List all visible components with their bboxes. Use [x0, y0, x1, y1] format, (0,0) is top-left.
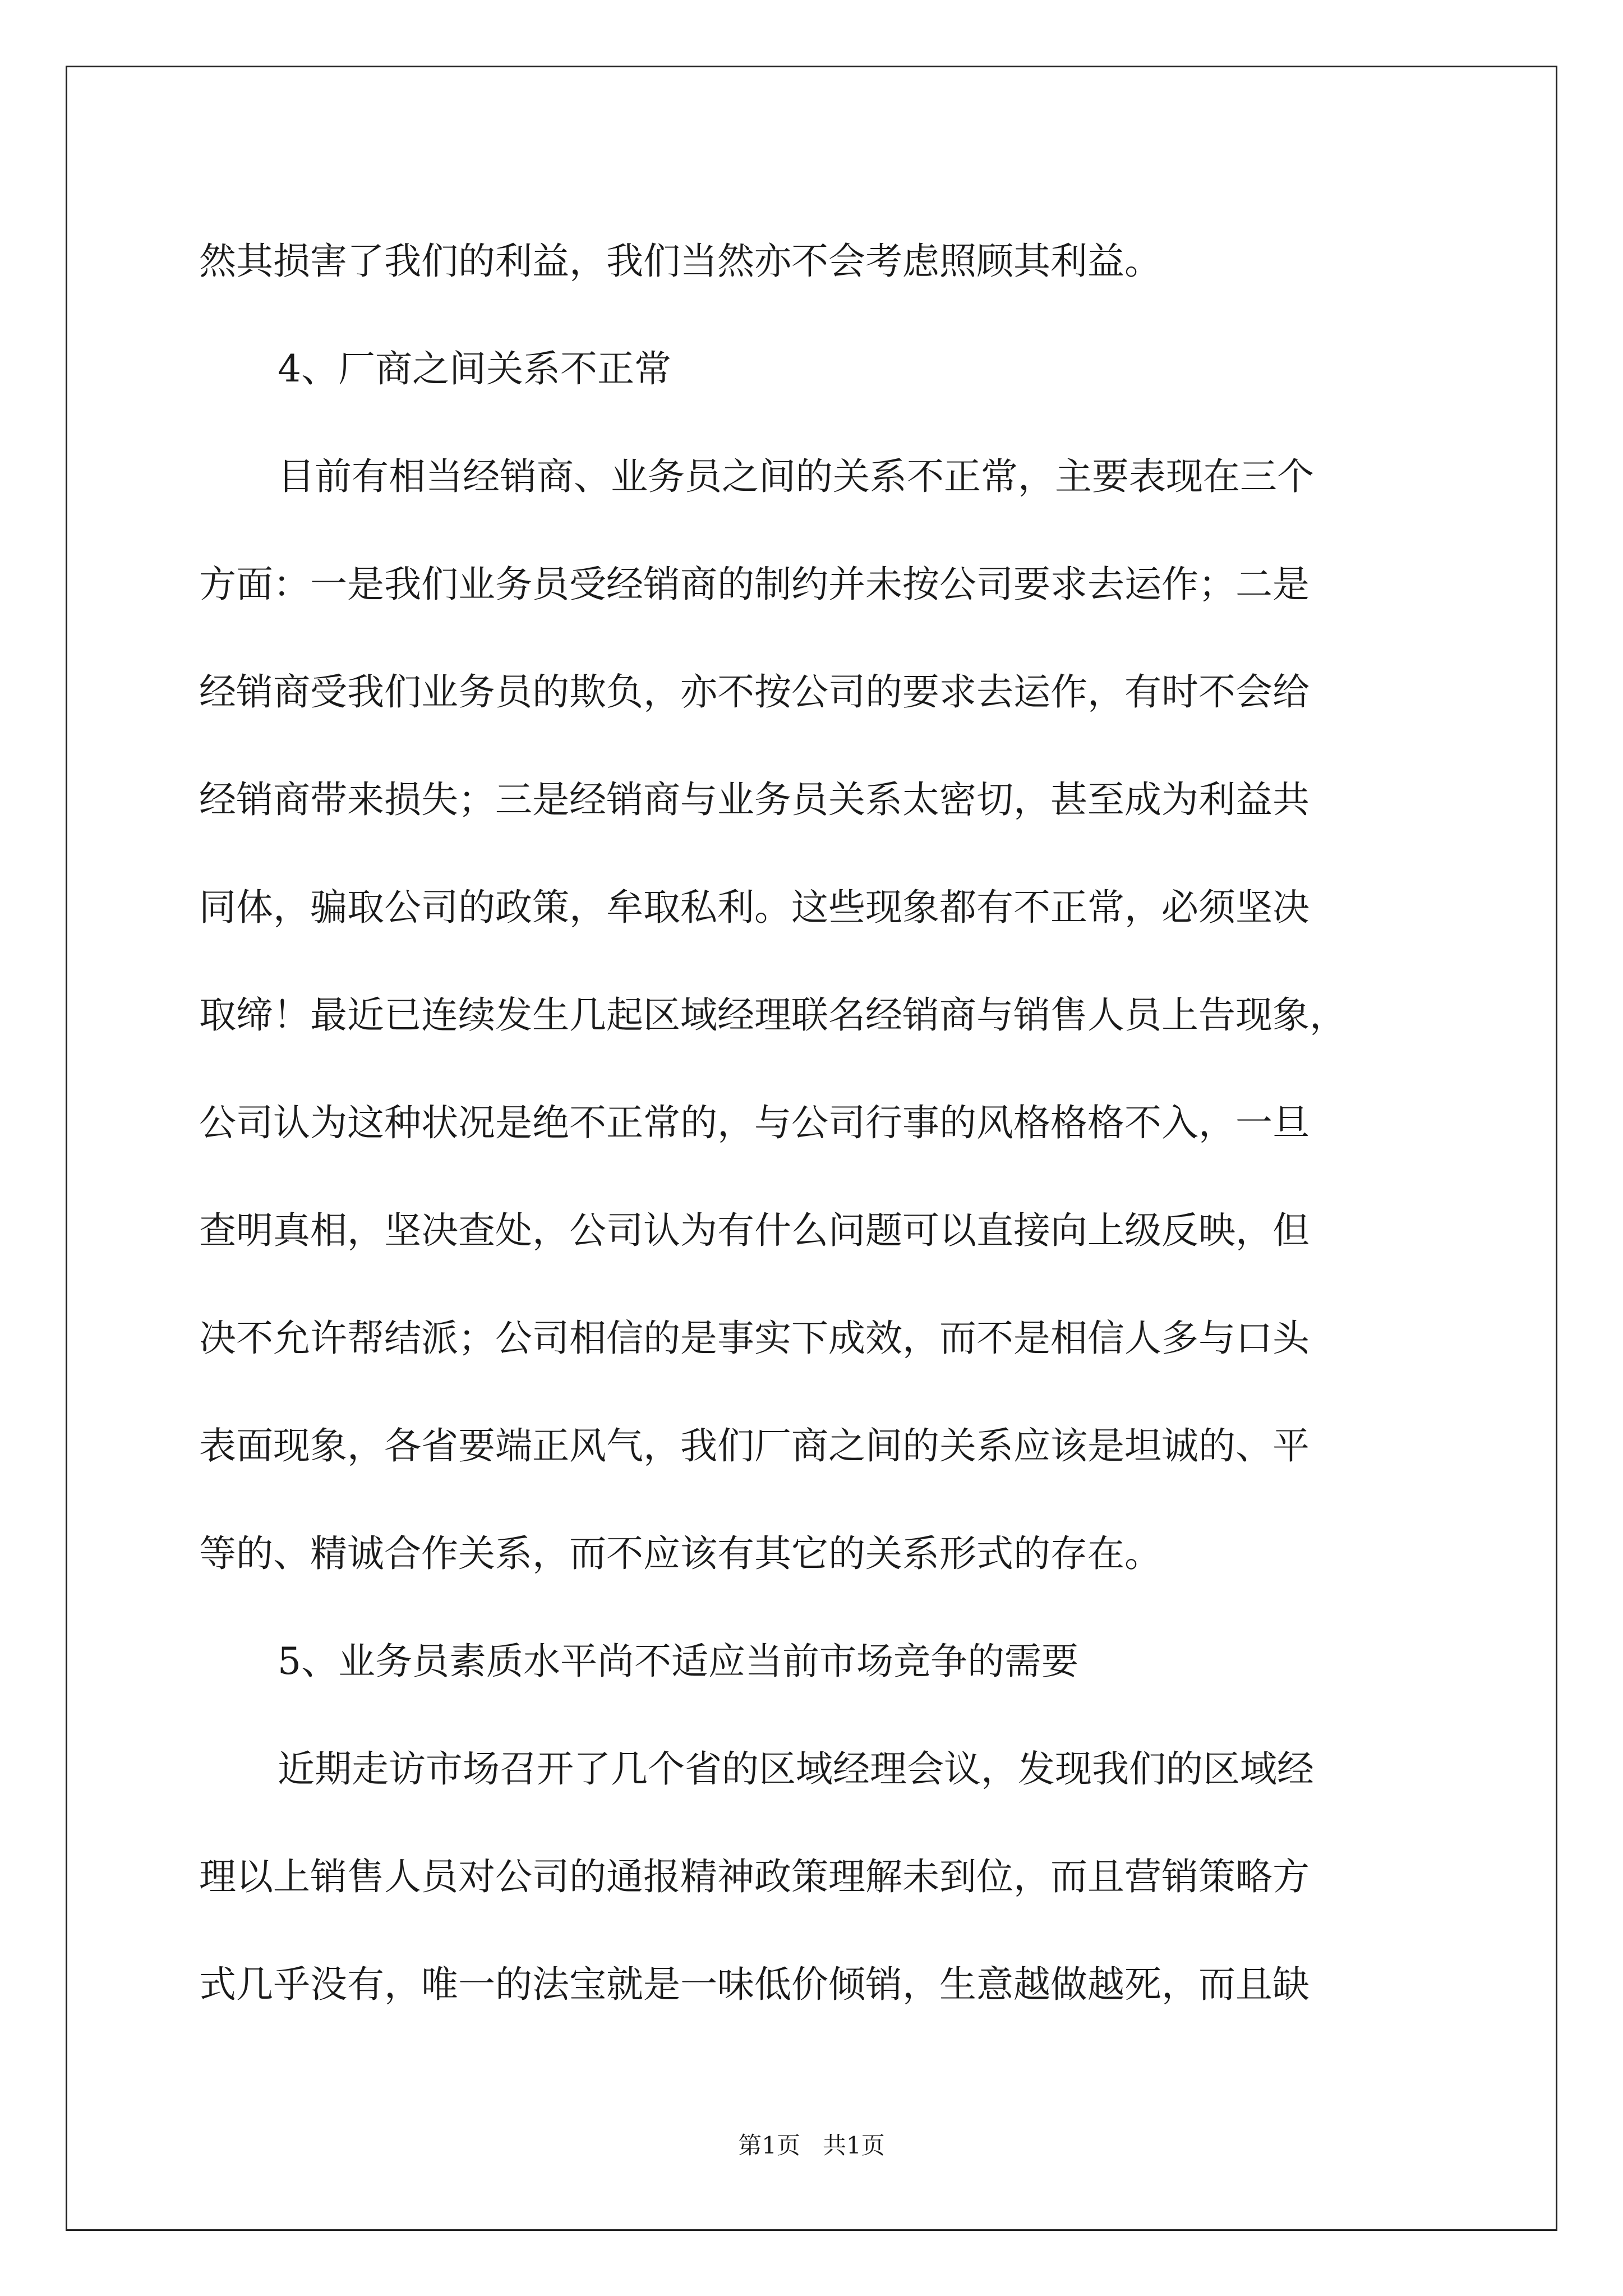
text-line: 同体，骗取公司的政策，牟取私利。这些现象都有不正常，必须坚决 — [199, 886, 1310, 929]
text-line: 5、业务员素质水平尚不适应当前市场竞争的需要 — [278, 1640, 1078, 1683]
text-line: 等的、精诚合作关系，而不应该有其它的关系形式的存在。 — [199, 1532, 1161, 1575]
text-line: 理以上销售人员对公司的通报精神政策理解未到位，而且营销策略方 — [199, 1855, 1310, 1898]
text-line: 取缔！最近已连续发生几起区域经理联名经销商与销售人员上告现象， — [199, 993, 1347, 1037]
text-line: 方面：一是我们业务员受经销商的制约并未按公司要求去运作；二是 — [199, 563, 1310, 606]
text-line: 目前有相当经销商、业务员之间的关系不正常，主要表现在三个 — [278, 455, 1314, 498]
text-line: 经销商带来损失；三是经销商与业务员关系太密切，甚至成为利益共 — [199, 778, 1310, 821]
text-line: 经销商受我们业务员的欺负，亦不按公司的要求去运作，有时不会给 — [199, 670, 1310, 714]
text-line: 表面现象，各省要端正风气，我们厂商之间的关系应该是坦诚的、平 — [199, 1424, 1310, 1467]
text-line: 公司认为这种状况是绝不正常的，与公司行事的风格格格不入，一旦 — [199, 1101, 1310, 1144]
text-line: 4、厂商之间关系不正常 — [278, 347, 671, 390]
text-line: 然其损害了我们的利益，我们当然亦不会考虑照顾其利益。 — [199, 240, 1161, 283]
text-line: 近期走访市场召开了几个省的区域经理会议，发现我们的区域经 — [278, 1747, 1314, 1791]
page-footer: 第1页 共1页 — [738, 2132, 885, 2159]
text-line: 决不允许帮结派；公司相信的是事实下成效，而不是相信人多与口头 — [199, 1317, 1310, 1360]
text-line: 式几乎没有，唯一的法宝就是一味低价倾销，生意越做越死，而且缺 — [199, 1963, 1310, 2006]
document-body — [199, 208, 1433, 2039]
text-line: 查明真相，坚决查处，公司认为有什么问题可以直接向上级反映，但 — [199, 1209, 1310, 1252]
